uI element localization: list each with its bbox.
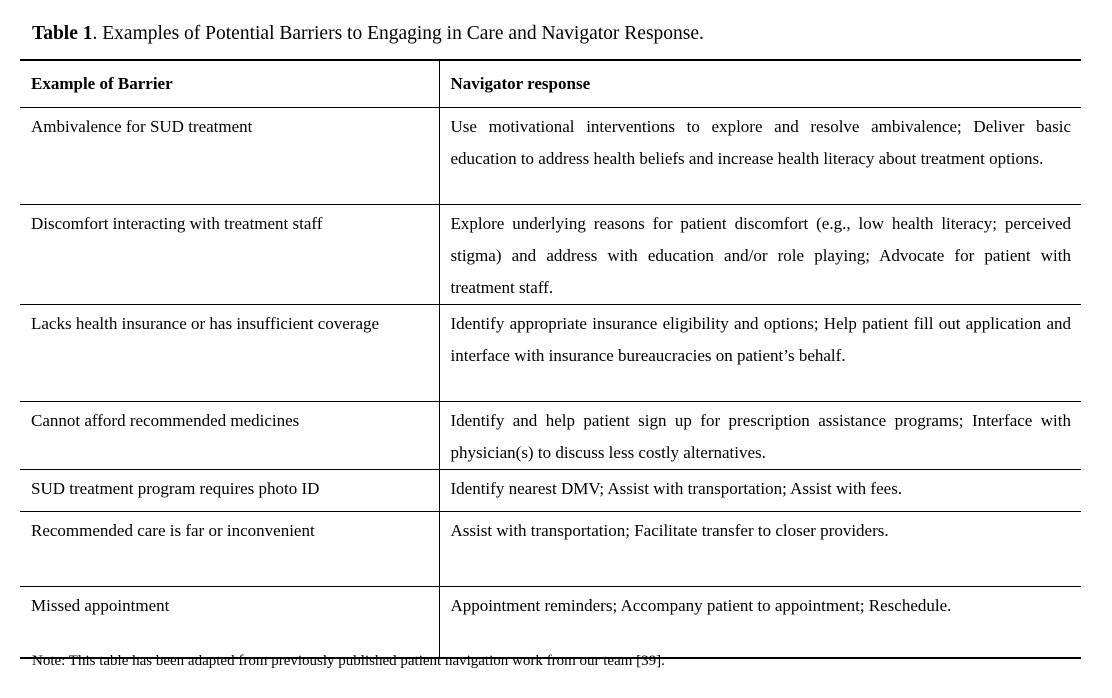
barrier-cell: Ambivalence for SUD treatment (20, 108, 439, 205)
response-cell: Assist with transportation; Facilitate transfer to closer providers. (439, 512, 1081, 587)
barrier-cell: Recommended care is far or inconvenient (20, 512, 439, 587)
table-note: Note: This table has been adapted from previously published patient navigation work from our team [39]. (32, 653, 665, 669)
table-row (20, 205, 1081, 305)
table-header-row (20, 60, 1081, 108)
table-row (20, 470, 1081, 512)
table-row (20, 402, 1081, 470)
barrier-cell: Lacks health insurance or has insufficient coverage (20, 305, 439, 402)
table-row (20, 512, 1081, 587)
barrier-cell: Missed appointment (20, 587, 439, 658)
response-cell: Identify and help patient sign up for prescription assistance programs; Interface with physician(s) to discuss less costly alternatives. (439, 402, 1081, 470)
response-cell: Explore underlying reasons for patient discomfort (e.g., low health literacy; perceived stigma) and address with education and/or role playing; Advocate for patient with treatment staff. (439, 205, 1081, 305)
header-barrier: Example of Barrier (20, 60, 439, 108)
table-caption: . Examples of Potential Barriers to Engaging in Care and Navigator Response. (92, 23, 704, 44)
table-row (20, 108, 1081, 205)
barrier-cell: SUD treatment program requires photo ID (20, 470, 439, 512)
table-row (20, 305, 1081, 402)
table-title (32, 22, 704, 46)
barrier-cell: Discomfort interacting with treatment staff (20, 205, 439, 305)
header-response: Navigator response (439, 60, 1081, 108)
response-cell: Identify nearest DMV; Assist with transportation; Assist with fees. (439, 470, 1081, 512)
barriers-table (20, 59, 1081, 659)
barrier-cell: Cannot afford recommended medicines (20, 402, 439, 470)
response-cell: Appointment reminders; Accompany patient to appointment; Reschedule. (450, 596, 952, 615)
table-label: Table 1 (32, 23, 93, 44)
table-row (20, 587, 1081, 658)
response-cell: Use motivational interventions to explore and resolve ambivalence; Deliver basic education to address health beliefs and increase health literacy about treatment options. (439, 108, 1081, 205)
response-cell: Identify appropriate insurance eligibility and options; Help patient fill out application and interface with insurance bureaucracies on patient’s behalf. (439, 305, 1081, 402)
